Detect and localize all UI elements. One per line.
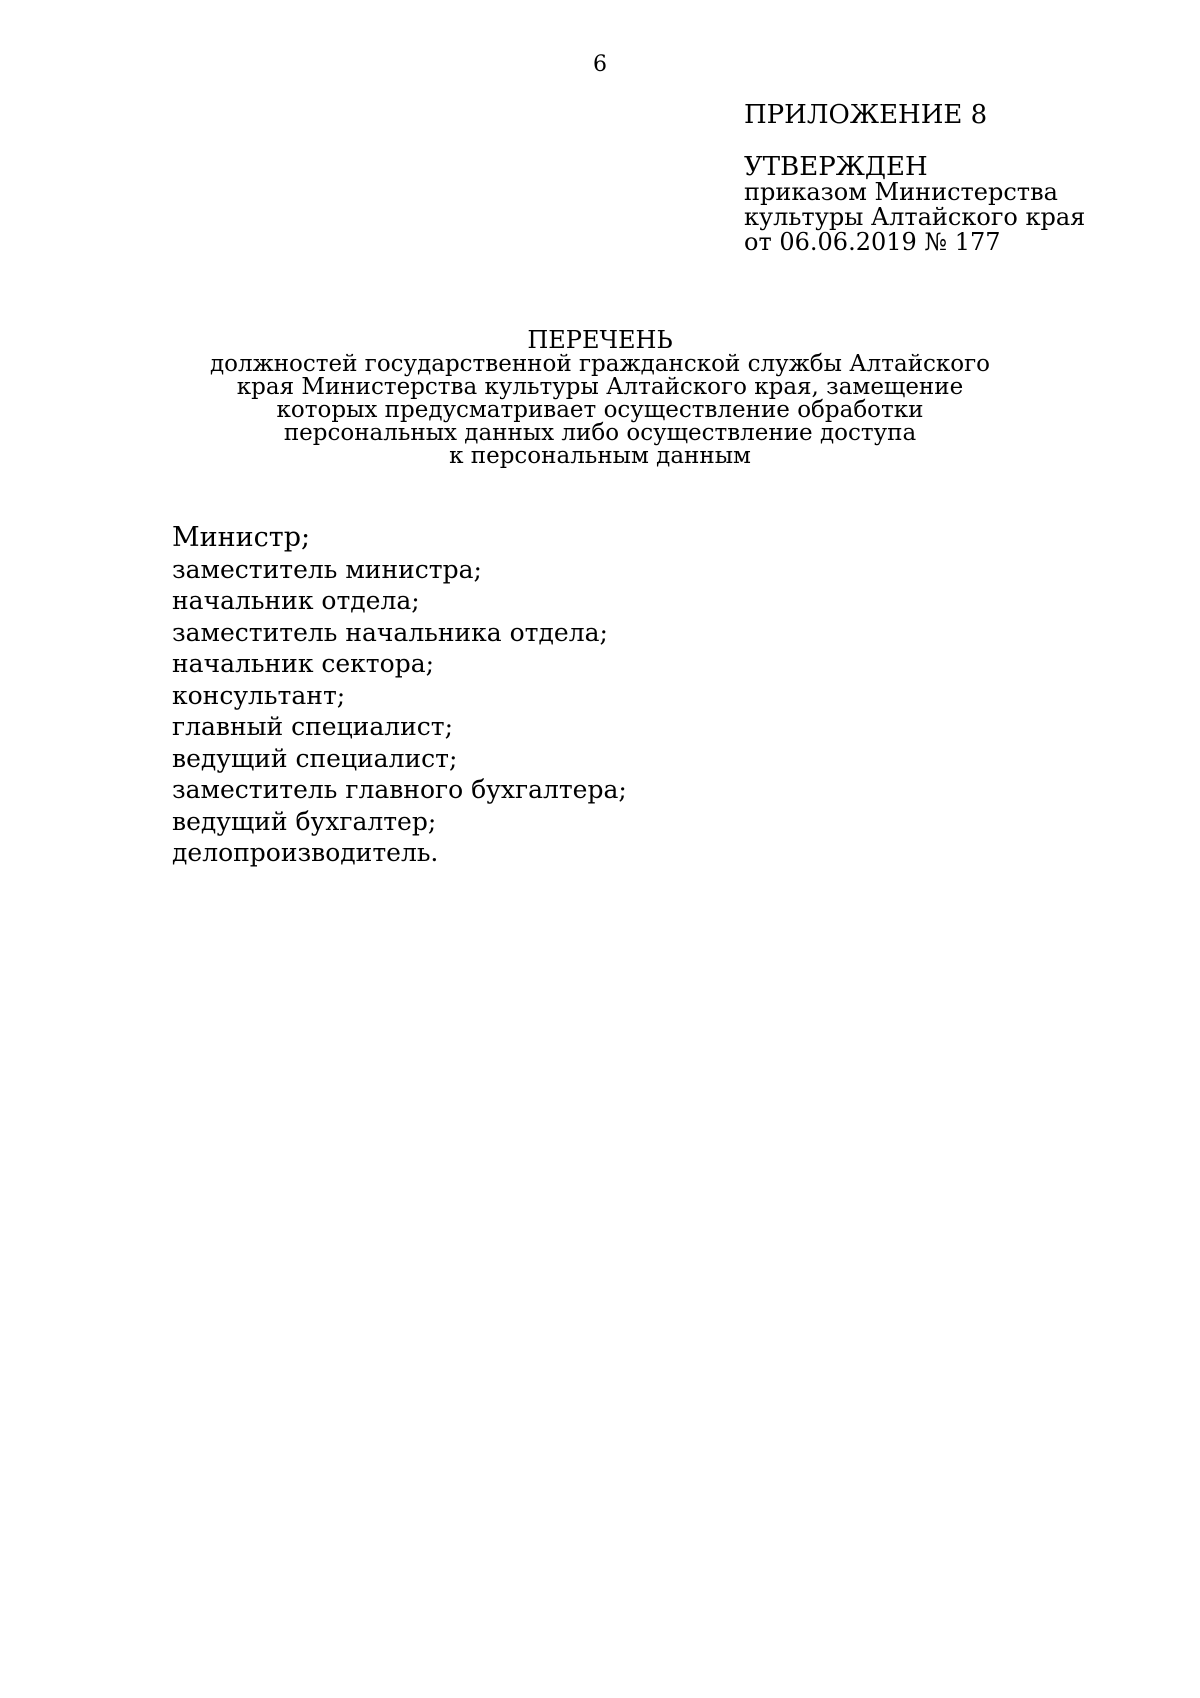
document-subtitle-line: края Министерства культуры Алтайского края, замещение xyxy=(236,374,964,400)
approved-label: УТВЕРЖДЕН xyxy=(744,152,928,182)
position-item: начальник сектора; xyxy=(172,649,435,678)
page-number: 6 xyxy=(593,52,607,77)
approval-stamp xyxy=(744,100,1085,255)
position-item: консультант; xyxy=(172,680,346,710)
position-item: заместитель главного бухгалтера; xyxy=(172,775,627,804)
document-subtitle-line: которых предусматривает осуществление обработки xyxy=(276,397,924,423)
position-item: делопроизводитель. xyxy=(172,838,439,867)
appendix-label: ПРИЛОЖЕНИЕ 8 xyxy=(744,100,988,130)
position-item: главный специалист; xyxy=(172,712,454,741)
positions-list xyxy=(172,522,627,869)
approval-ministry-line: культуры Алтайского края xyxy=(744,203,1086,231)
position-item: заместитель начальника отдела; xyxy=(172,617,608,647)
position-item: заместитель министра; xyxy=(172,554,482,584)
document-subtitle-line: персональных данных либо осуществление доступа xyxy=(283,420,917,446)
document-subtitle-line: к персональным данным xyxy=(449,443,751,469)
approval-date-number-line: от 06.06.2019 № 177 xyxy=(744,228,1001,256)
approval-order-line: приказом Министерства xyxy=(744,178,1058,206)
position-item: Министр; xyxy=(172,522,311,553)
position-item: ведущий специалист; xyxy=(172,743,458,773)
position-item: ведущий бухгалтер; xyxy=(172,806,437,836)
position-item: начальник отдела; xyxy=(172,586,420,615)
document-subtitle-line: должностей государственной гражданской службы Алтайского xyxy=(209,351,991,377)
document-title: ПЕРЕЧЕНЬ xyxy=(527,326,673,354)
document-title-block xyxy=(0,328,1200,468)
